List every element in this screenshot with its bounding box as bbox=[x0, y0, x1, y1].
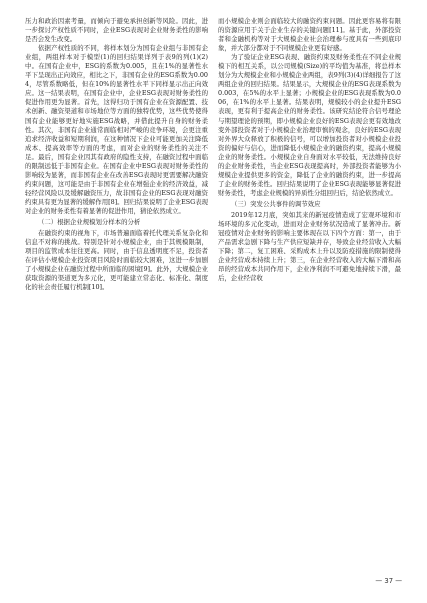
left-paragraph-1: 压力和政治因素考量，而倾向于避免承担创新等风险。因此，进一步探讨产权性质不同时，企业ESG表现对企业财务柔性的影响是否会发生改变。 bbox=[25, 17, 208, 44]
right-column bbox=[218, 17, 401, 283]
left-column bbox=[25, 17, 208, 292]
left-paragraph-3: 在融资约束的视角下，市场普遍面临着托代理关系复杂化和信息不对称的挑战。特别是针对小规模企业，由于其规模限制，项目的监管成本往往更高。同时，由于信息透明度不足，投资者在评估小规模企业投资项目风险时面临较大困难，这进一步加剧了小规模企业在融资过程中所面临的困境[9]。此外，大规模企业获取资源的渠道更为多元化，更可能建立常态化、标准化、制度化的社会责任履行机制[10]。 bbox=[25, 229, 208, 292]
left-paragraph-2: 依据产权性质的不同，将样本划分为国有企业组与非国有企业组，两组样本对于模型(1)的回归结果详列于表9的列(1)(2)中。在国有企业中，ESG的系数为0.005，且在1%的显著性水平下呈现出正向效应，相比之下，非国有企业的ESG系数为0.004，尽管系数略低，但在10%的显著性水平下同样显示出正向效应。这一结果表明，在国有企业中，企业ESG表现对财务柔性的促进作用更为显著。首先，这得归功于国有企业在资源配置、技术创新、融资渠道和市场地位等方面的独特优势，这些优势使得国有企业能够更好地实施ESG战略，并借此提升自身的财务柔性。其次，非国有企业通常面临相对严峻的竞争环境，会更注重追求经济收益和短期利润，在这种情况下企业可能更加关注降低成本、提高效率等方面的考虑，而对企业的财务柔性的关注不足。最后，国有企业因其有政府的隐性支持，在融资过程中面临的限制远低于非国有企业。在国有企业中ESG表现对财务柔性的影响较为显著，而非国有企业在改善ESG表现时更需要解决融资约束问题，这可能是由于非国有企业在增强企业的经济效益，减轻经营风险以及缓解融资压力，故非国有企业的ESG表现对融资约束具有更为显著的缓解作用[8]。回归结果说明了企业ESG表现对企业的财务柔性有着显著的促进作用，猜论依然成立。 bbox=[25, 44, 208, 215]
page-number: — 37 — bbox=[375, 577, 402, 585]
section-heading-public-event: （三）突发公共事件的调节效应 bbox=[231, 199, 321, 208]
right-paragraph-1: 而小规模企业则会面临较大的融资约束问题。因此更容易将有限的资源应用于关于企业生存的关键问题[11]。基于此，外部投资者和金融机构等对于大规模企业社会治理参与度具有一些到底印象，并大部分都对于不同规模企业更有好感。 bbox=[218, 17, 401, 53]
right-paragraph-2: 为了验证企业ESG表现、融资约束及财务柔性在不同企业规模下的相互关系，以公司规模(Size)的平均值为基准，将总样本划分为大规模企业和小规模企业两组，表9列(3)(4)详细报告了这两组企业的回归结果。结果显示，大规模企业的ESG表现系数为0.003，在5%的水平上显著；小规模企业的ESG表现系数为0.006，在1%的水平上显著。结果表明，规模较小的企业提升ESG表现，更有利于提高企业的财务柔性。该研究结论符合信号理论与期望理论的预期，即小规模企业良好的ESG表现会更有效地改变外部投资者对于小规模企业治理审慎的观念，良好的ESG表现对外界大众释放了积极的信号，可以增加投资者对小规模企业投资的偏好与信心，进而降低小规模企业的融资约束，提高小规模企业的财务柔性。小规模企业自身面对水平较低，无法维持良好的企业财务柔性，当企业ESG表现提高时，外部投资者能够为小规模企业提供更多的资金，降低了企业的融资约束，进一步提高了企业的财务柔性。回归结果说明了企业ESG表现能够显著促进财务柔性，考虑企业规模的异质性分组回归后，结论依然成立。 bbox=[218, 53, 401, 197]
section-heading-size: （二）根据企业规模划分样本的分析 bbox=[38, 218, 141, 227]
right-paragraph-3: 2019年12月底，突如其来的新冠疫情造成了宏观环境和市场环境的多元化变动，进而对企业财务状况造成了显著冲击。新冠疫情对企业财务的影响主要体现在以下四个方面：第一，由于产品需求急剧下降与生产供应短缺并存，导致企业经营收入大幅下降；第二，复工困难、采购成本上升以及防疫措施的限制使得企业经营成本持续上升；第三，在企业经营收入的大幅下滑和高昂的经营成本共同作用下，企业净利润不可避免地持续下滑，最后，企业经营收 bbox=[218, 210, 401, 283]
